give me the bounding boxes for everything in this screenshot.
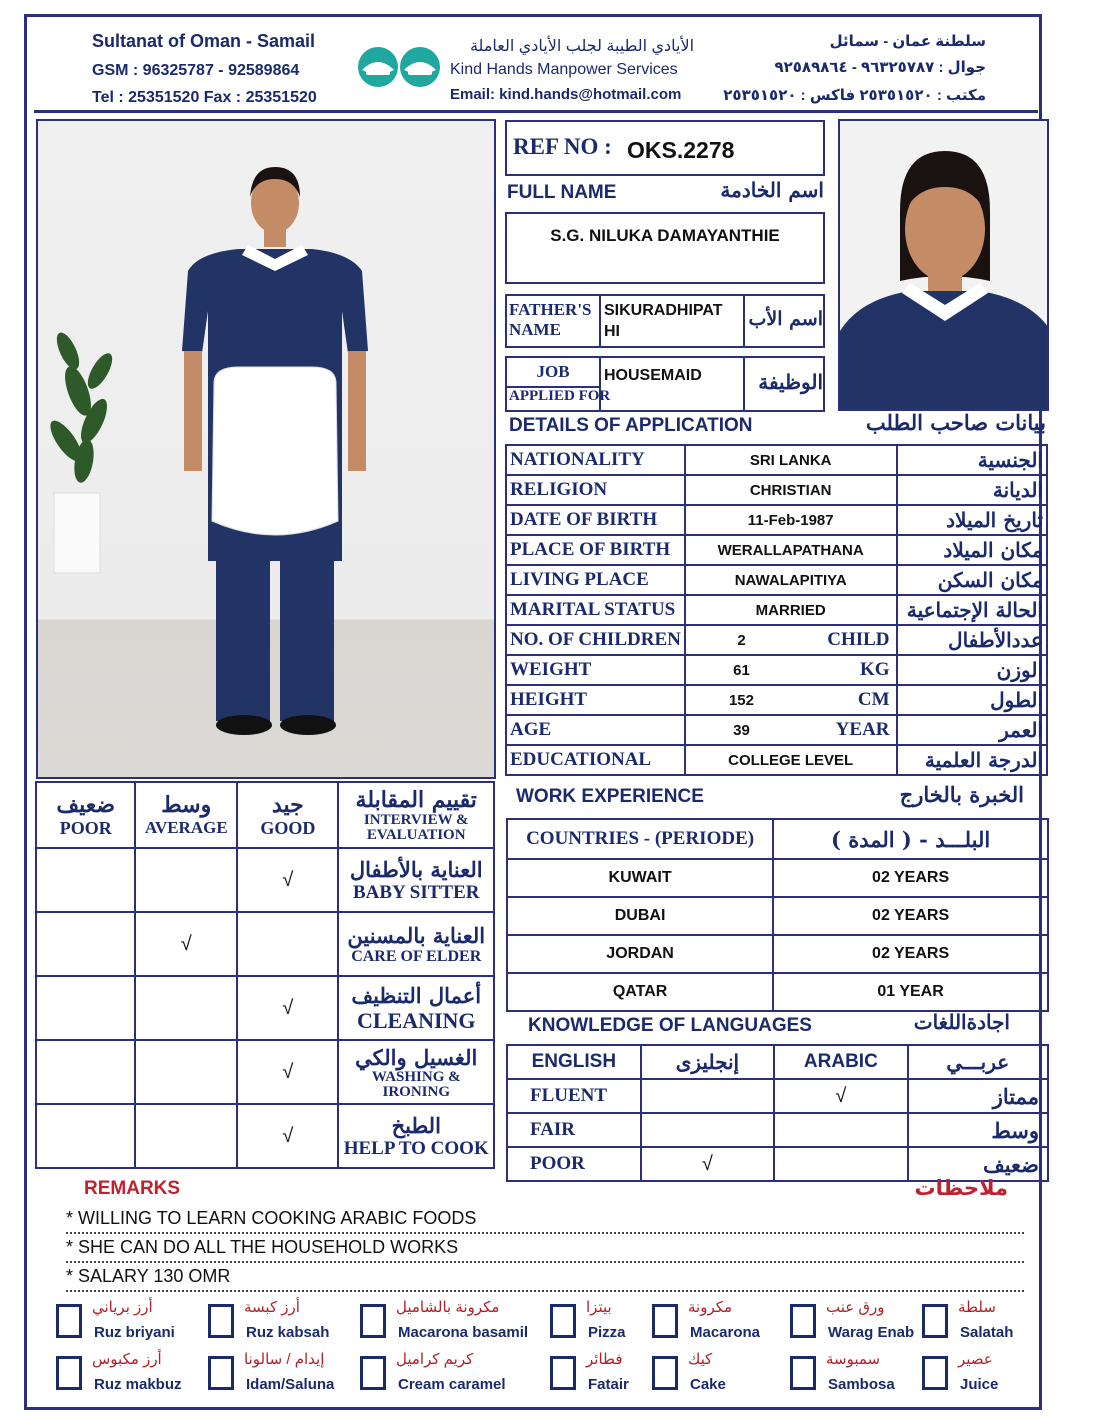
full-name-box [505,212,825,284]
food-name-en: Idam/Saluna [246,1376,335,1393]
eval-skill-en: CLEANING [356,1007,476,1033]
we-country: KUWAIT [507,859,773,897]
eval-poor-cell[interactable] [36,1040,135,1104]
food-name-ar: كيك [688,1351,713,1368]
evaluation-row [36,912,494,976]
work-experience-table [506,818,1049,1012]
eval-skill-label [338,976,494,1040]
food-checkbox[interactable] [652,1304,678,1338]
food-checkbox[interactable] [550,1304,576,1338]
application-row-value-text: WERALLAPATHANA [717,541,864,559]
we-period: 02 YEARS [773,859,1048,897]
lang-level-ar: ضعيف [908,1147,1048,1181]
ref-value: OKS.2278 [627,137,735,163]
application-row-label-ar: مكان السكن [897,565,1047,595]
application-row [506,595,1047,625]
application-row-value-text: 152 [728,691,754,709]
application-row-unit: CHILD [797,625,896,655]
food-name-ar: عصير [958,1351,993,1368]
food-name-en: Cream caramel [398,1376,506,1393]
evaluation-row [36,1040,494,1104]
job-box [505,356,825,412]
food-checkbox[interactable] [56,1356,82,1390]
application-row-label: MARITAL STATUS [506,595,685,625]
we-period: 02 YEARS [773,935,1048,973]
evaluation-row [36,1104,494,1168]
application-title: DETAILS OF APPLICATION [509,415,753,436]
father-label-1: FATHER'S [509,300,592,319]
eval-skill-en: HELP TO COOK [343,1137,489,1159]
eval-skill-label [338,1040,494,1104]
application-row-label-ar: الحالة الإجتماعية [897,595,1047,625]
eval-average-cell[interactable] [135,848,237,912]
eval-average-cell[interactable] [135,1104,237,1168]
application-row [506,445,1047,475]
lang-level-ar: ممتاز [908,1079,1048,1113]
application-row-label-ar: مكان الميلاد [897,535,1047,565]
eval-check-mark: √ [282,996,294,1019]
food-item [918,1350,1068,1394]
food-checkbox[interactable] [208,1356,234,1390]
we-country: JORDAN [507,935,773,973]
application-row-label: NO. OF CHILDREN [506,625,685,655]
foods-row-1 [52,1298,1042,1342]
eval-average-ar: وسط [161,792,212,818]
food-item [786,1350,936,1394]
application-row-value [685,715,797,745]
food-name-ar: سلطة [958,1299,996,1316]
eval-check-mark: √ [282,1060,294,1083]
application-row-label: DATE OF BIRTH [506,505,685,535]
application-row-value [685,655,797,685]
language-row [507,1113,1048,1147]
eval-skill-en: BABY SITTER [352,881,480,903]
food-item [52,1298,202,1342]
food-name-en: Salatah [960,1324,1014,1341]
application-row [506,535,1047,565]
lang-english-check: √ [701,1152,713,1175]
food-name-ar: مكرونة بالشاميل [396,1299,500,1316]
application-row [506,655,1047,685]
eval-poor-cell[interactable] [36,848,135,912]
we-col-header-ar: البلـــد - ( المدة ) [773,819,1048,859]
eval-header-title [338,782,494,848]
food-name-ar: أرز برياني [92,1299,153,1316]
eval-header-poor [36,782,135,848]
food-name-ar: كريم كراميل [396,1351,474,1368]
application-row-label-ar: الجنسية [897,445,1047,475]
food-item [786,1298,936,1342]
foods-row-2 [52,1350,1042,1394]
evaluation-row [36,848,494,912]
food-checkbox[interactable] [360,1356,386,1390]
application-row-label: LIVING PLACE [506,565,685,595]
food-item [356,1350,506,1394]
application-row-value [685,625,797,655]
food-checkbox[interactable] [208,1304,234,1338]
food-checkbox[interactable] [790,1304,816,1338]
languages-table [506,1044,1049,1182]
eval-header-average [135,782,237,848]
application-title-ar: بيانات صاحب الطلب [865,410,1046,435]
eval-poor-ar: ضعيف [56,791,116,818]
application-row [506,475,1047,505]
food-item [204,1350,354,1394]
remarks-list [66,1206,1024,1293]
we-period: 01 YEAR [773,973,1048,1011]
eval-skill-ar: الغسيل والكي [355,1044,478,1070]
food-name-en: Sambosa [828,1376,895,1393]
application-row-value-text: CHRISTIAN [749,481,832,499]
food-checkbox[interactable] [922,1356,948,1390]
food-item [918,1298,1068,1342]
full-name-value: S.G. NILUKA DAMAYANTHIE [550,226,780,245]
eval-skill-en-2: IRONING [382,1083,450,1100]
food-checkbox[interactable] [652,1356,678,1390]
eval-skill-ar: العناية بالأطفال [349,856,483,882]
company-location: Sultanat of Oman - Samail [92,31,316,51]
remark-line: * WILLING TO LEARN COOKING ARABIC FOODS [66,1206,1024,1234]
food-name-ar: ورق عنب [826,1299,885,1316]
ref-label: REF NO : [513,134,612,159]
application-row-label: PLACE OF BIRTH [506,535,685,565]
application-row-value-text: NAWALAPITIYA [734,571,847,589]
application-row-value [685,475,897,505]
food-name-en: Warag Enab [828,1324,915,1341]
father-value-1: SIKURADHIPAT [604,302,723,319]
application-row-unit: CM [797,685,896,715]
portrait-photo [838,119,1049,411]
application-row-value [685,535,897,565]
languages-title-ar: اجادةاللغات [913,1010,1010,1034]
eval-good-cell[interactable] [237,976,338,1040]
food-name-en: Juice [960,1376,999,1393]
application-row-value-text: MARRIED [755,601,826,619]
lang-level: FLUENT [507,1079,641,1113]
eval-skill-ar: الطبخ [391,1112,441,1138]
food-checkbox[interactable] [360,1304,386,1338]
food-name-en: Macarona [690,1324,761,1341]
lang-arabic-check: √ [835,1084,847,1107]
eval-poor-cell[interactable] [36,912,135,976]
right-header-1: سلطنة عمان - سمائل [829,33,986,50]
application-table [505,444,1048,776]
work-experience-title: WORK EXPERIENCE [516,786,704,807]
lang-level: FAIR [507,1113,641,1147]
food-name-ar: بيتزا [586,1299,612,1316]
company-email: Email: kind.hands@hotmail.com [450,86,682,103]
remarks-title: REMARKS [84,1178,181,1199]
work-experience-title-ar: الخبرة بالخارج [899,782,1024,807]
lang-arabic-cell[interactable] [774,1113,908,1147]
eval-skill-ar: أعمال التنظيف [351,982,482,1008]
eval-check-mark: √ [180,932,192,955]
father-label-2: NAME [509,320,561,339]
eval-average-cell[interactable] [135,912,237,976]
eval-good-cell[interactable] [237,848,338,912]
full-name-label-ar: اسم الخادمة [720,178,824,202]
job-value: HOUSEMAID [604,367,702,384]
application-row-value [685,685,797,715]
we-country: DUBAI [507,897,773,935]
eval-skill-en: CARE OF ELDER [351,947,482,965]
eval-title-ar: تقييم المقابلة [355,787,477,813]
eval-header-good [237,782,338,848]
lang-level: POOR [507,1147,641,1181]
ref-box [505,120,825,176]
eval-poor-cell[interactable] [36,976,135,1040]
lang-english: ENGLISH [507,1045,641,1079]
eval-skill-en: WASHING & [371,1068,461,1085]
food-name-ar: مكرونة [688,1299,733,1316]
lang-arabic-cell[interactable] [774,1079,908,1113]
company-name-en: Kind Hands Manpower Services [450,61,678,78]
evaluation-row [36,976,494,1040]
application-row-value-text: 11-Feb-1987 [747,511,834,529]
food-name-ar: أرز مكبوس [92,1351,162,1368]
food-name-en: Ruz makbuz [94,1376,182,1393]
eval-title-2: EVALUATION [366,827,466,843]
application-row-label: EDUCATIONAL [506,745,685,775]
lang-arabic-ar: عربـــي [908,1045,1048,1079]
food-name-ar: إيدام / سالونا [244,1351,325,1368]
food-name-ar: أرز كبسة [244,1299,300,1316]
application-row-label: HEIGHT [506,685,685,715]
remark-line: * SHE CAN DO ALL THE HOUSEHOLD WORKS [66,1235,1024,1263]
lang-english-cell[interactable] [641,1147,774,1181]
lang-level-ar: وسط [908,1113,1048,1147]
food-checkbox[interactable] [922,1304,948,1338]
application-row-label-ar: العمر [897,715,1047,745]
application-row-label: RELIGION [506,475,685,505]
we-col-header: COUNTRIES - (PERIODE) [507,819,773,859]
eval-good-ar: جيد [271,791,304,818]
application-row-value [685,445,897,475]
application-row-label-ar: الوزن [897,655,1047,685]
application-row-value [685,565,897,595]
application-row-value-text: 61 [733,661,750,679]
application-row-value-text: 2 [737,631,746,649]
application-row-value [685,595,897,625]
food-name-en: Macarona basamil [398,1324,529,1341]
food-item [648,1298,798,1342]
food-checkbox[interactable] [550,1356,576,1390]
food-checkbox[interactable] [56,1304,82,1338]
application-row-label: NATIONALITY [506,445,685,475]
header-divider [34,110,1038,113]
job-label-ar: الوظيفة [758,370,823,394]
eval-good: GOOD [260,817,316,838]
application-row [506,745,1047,775]
eval-good-cell[interactable] [237,1104,338,1168]
right-header-2: جوال : ٩٦٣٢٥٧٨٧ - ٩٢٥٨٩٨٦٤ [774,59,986,76]
eval-skill-ar: العناية بالمسنين [347,922,486,948]
father-label-ar: اسم الأب [748,308,823,330]
job-label-1: JOB [536,362,570,381]
eval-average-cell[interactable] [135,1040,237,1104]
food-name-ar: سمبوسة [826,1351,881,1368]
application-row [506,625,1047,655]
application-row-value-text: SRI LANKA [749,451,832,469]
eval-check-mark: √ [282,868,294,891]
work-experience-row [507,859,1048,897]
application-row-label: WEIGHT [506,655,685,685]
application-row-unit: KG [797,655,896,685]
application-row-label-ar: تاريخ الميلاد [897,505,1047,535]
eval-poor: POOR [59,817,112,838]
food-name-en: Cake [690,1376,726,1393]
work-experience-row [507,973,1048,1011]
application-row [506,685,1047,715]
application-row-label-ar: الديانة [897,475,1047,505]
language-row [507,1079,1048,1113]
eval-poor-cell[interactable] [36,1104,135,1168]
lang-english-cell[interactable] [641,1079,774,1113]
food-name-en: Ruz kabsah [246,1324,330,1341]
we-period: 02 YEARS [773,897,1048,935]
work-experience-row [507,935,1048,973]
application-row-label-ar: عددالأطفال [897,625,1047,655]
gsm-numbers: GSM : 96325787 - 92589864 [92,62,300,79]
application-row [506,715,1047,745]
lang-english-cell[interactable] [641,1113,774,1147]
work-experience-row [507,897,1048,935]
eval-good-cell[interactable] [237,912,338,976]
application-row-value [685,745,897,775]
languages-title: KNOWLEDGE OF LANGUAGES [528,1015,812,1036]
application-row-unit: YEAR [797,715,896,745]
eval-skill-label [338,912,494,976]
food-name-ar: فطائر [586,1351,623,1368]
food-checkbox[interactable] [790,1356,816,1390]
remarks-title-ar: ملاحظات [914,1177,1008,1200]
right-header-3: مكتب : ٢٥٣٥١٥٢٠ فاكس : ٢٥٣٥١٥٢٠ [723,87,986,104]
evaluation-table [35,781,495,1169]
eval-skill-label [338,1104,494,1168]
tel-fax: Tel : 25351520 Fax : 25351520 [92,89,317,106]
application-row [506,565,1047,595]
full-name-label: FULL NAME [507,182,617,203]
application-row-value [685,505,897,535]
eval-skill-label [338,848,494,912]
food-item [356,1298,529,1342]
food-item [648,1350,798,1394]
food-name-en: Fatair [588,1376,629,1393]
eval-average: AVERAGE [144,818,228,837]
lang-english-ar: إنجليزى [641,1045,774,1079]
food-name-en: Ruz briyani [94,1324,175,1341]
application-row-label: AGE [506,715,685,745]
food-item [52,1350,202,1394]
company-logo [354,44,444,90]
full-body-photo [36,119,496,779]
application-row [506,505,1047,535]
application-row-label-ar: الدرجة العلمية [897,745,1047,775]
remark-line: * SALARY 130 OMR [66,1264,1024,1292]
company-name-ar: الأيادي الطيبة لجلب الأيادي العاملة [469,38,695,55]
eval-good-cell[interactable] [237,1040,338,1104]
father-divider-1 [599,296,601,346]
application-row-label-ar: الطول [897,685,1047,715]
application-row-value-text: COLLEGE LEVEL [728,751,854,769]
food-item [204,1298,354,1342]
father-box [505,294,825,348]
father-value-2: HI [604,323,620,340]
eval-check-mark: √ [282,1124,294,1147]
job-label-2: APPLIED FOR [509,388,611,404]
eval-average-cell[interactable] [135,976,237,1040]
we-country: QATAR [507,973,773,1011]
application-row-value-text: 39 [733,721,750,739]
food-name-en: Pizza [588,1324,626,1341]
eval-title-1: INTERVIEW & [363,812,469,828]
lang-arabic: ARABIC [774,1045,908,1079]
